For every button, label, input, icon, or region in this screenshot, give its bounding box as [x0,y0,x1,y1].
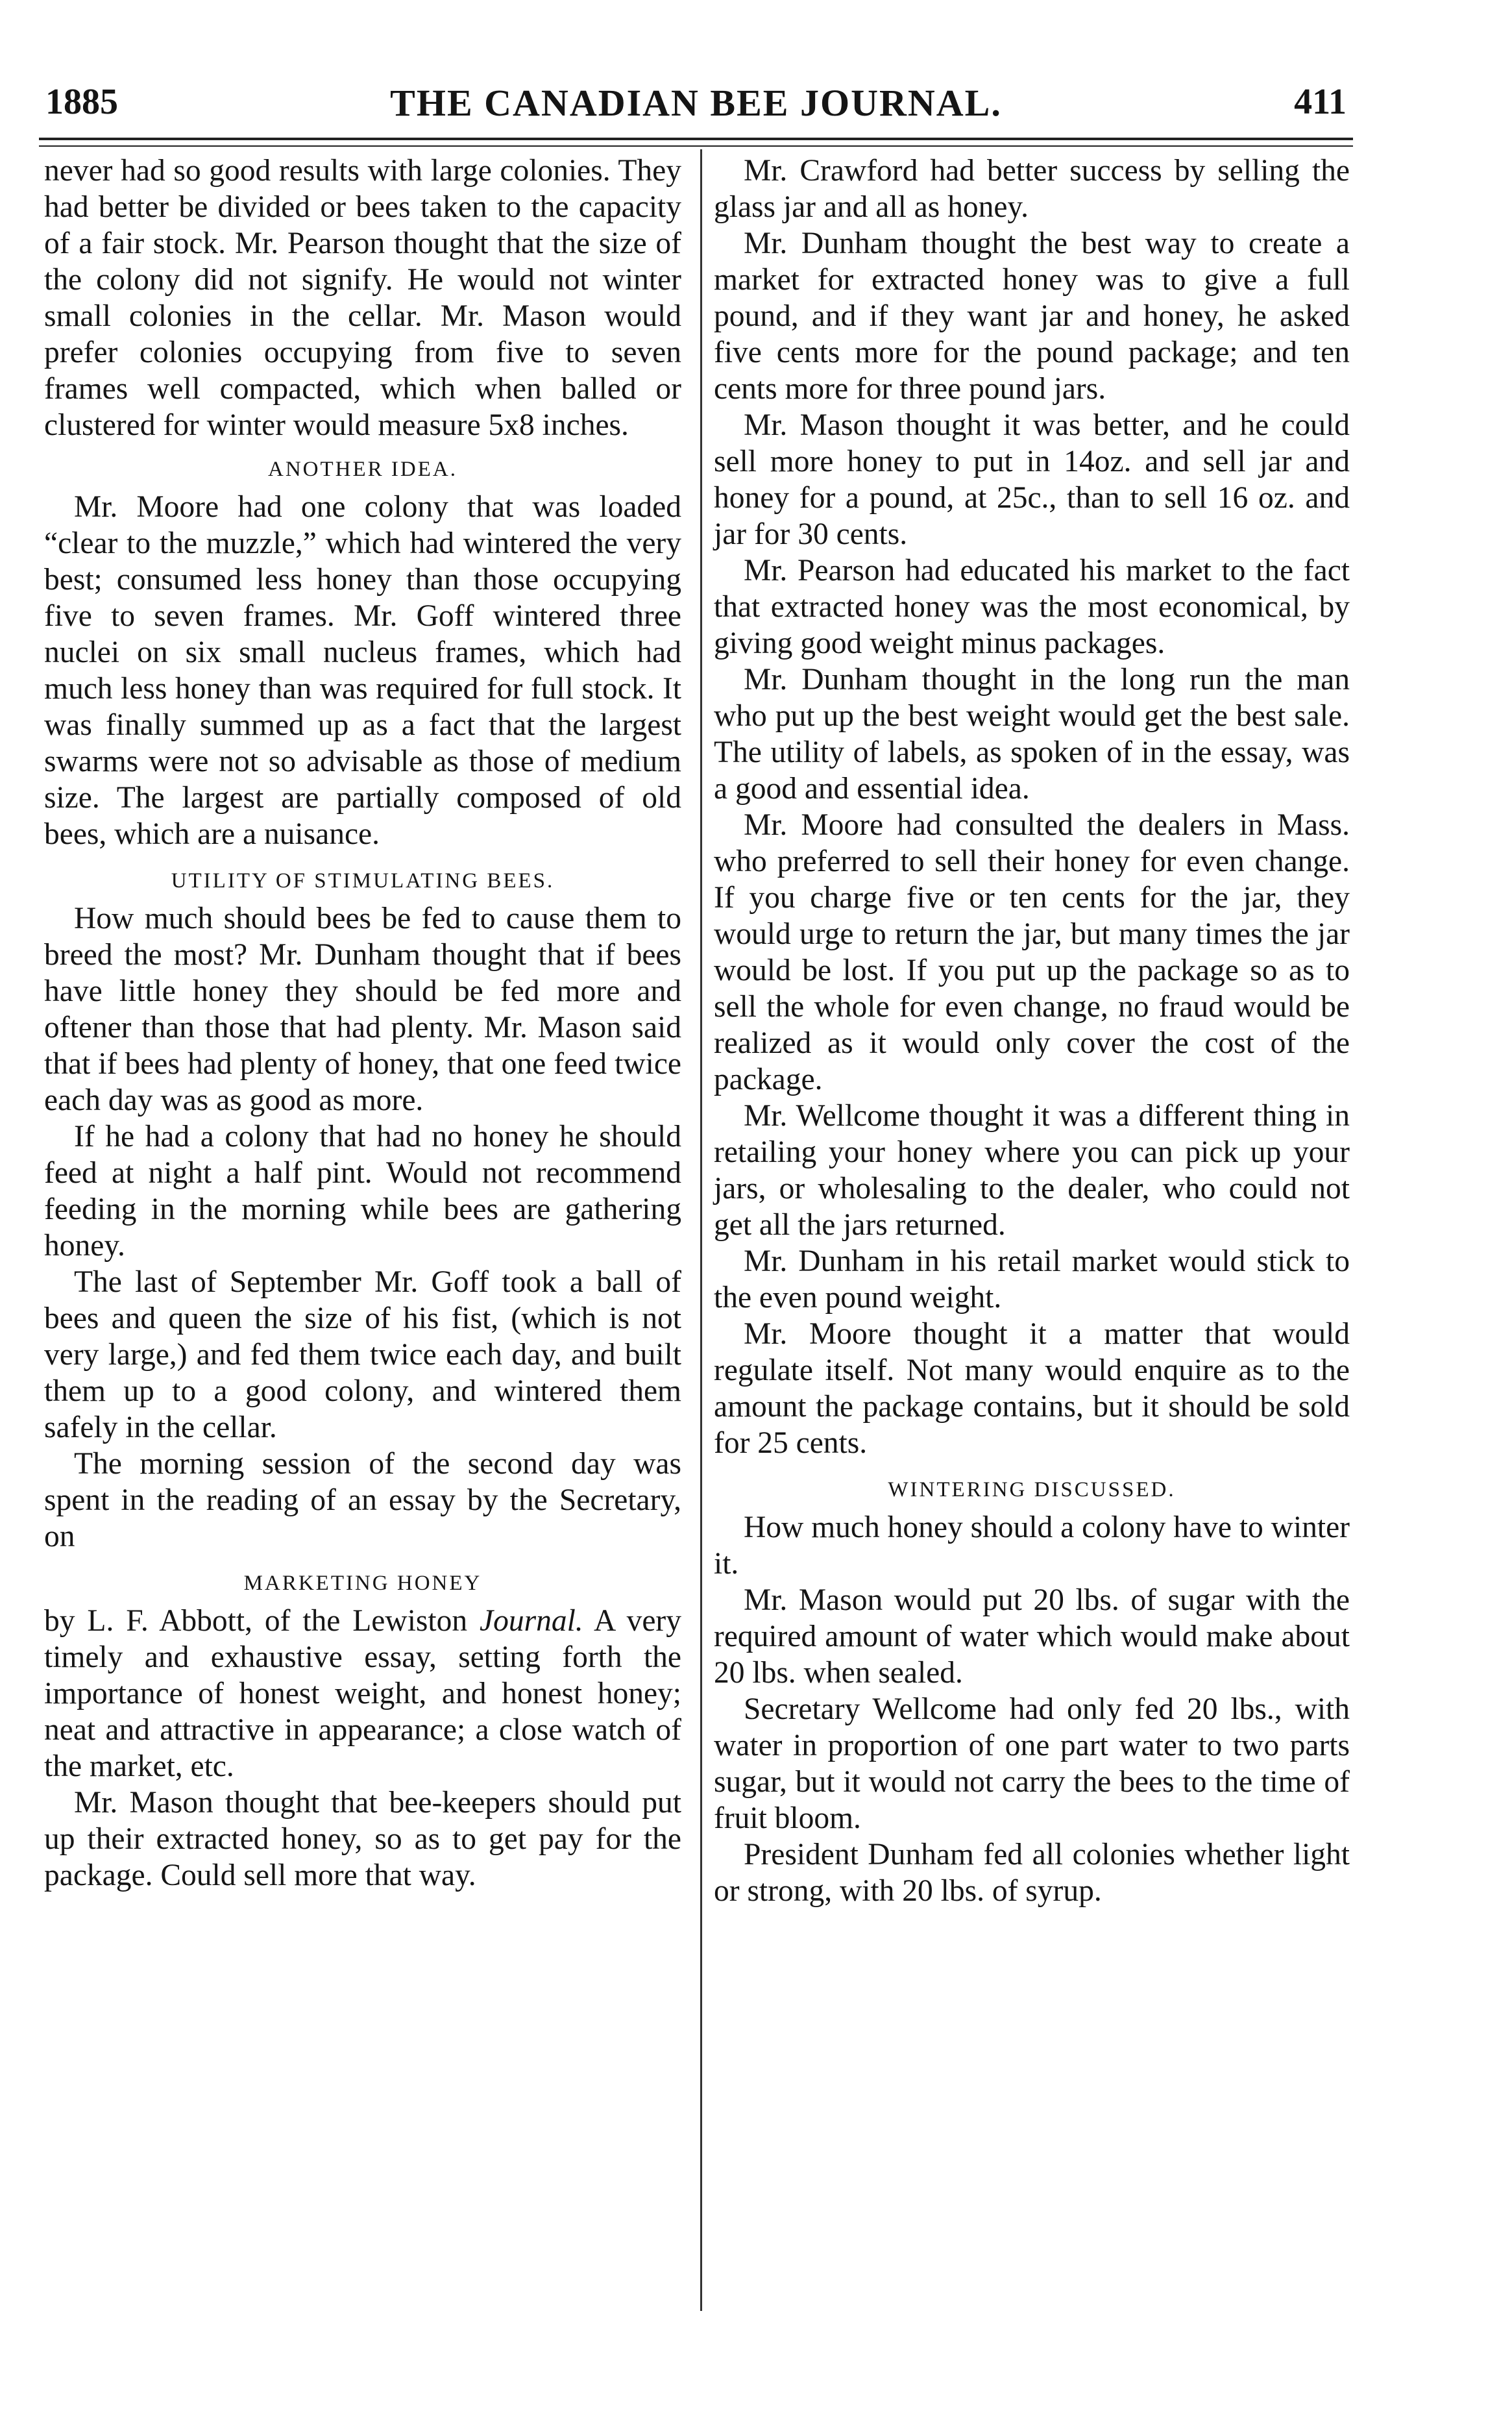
section-heading-wintering-discussed: WINTERING DISCUSSED. [888,1478,1176,1501]
header-rule-bottom [39,145,1353,147]
left-column [44,153,681,1894]
paragraph [44,1603,681,1784]
paragraph: The last of September Mr. Goff took a ball of bees and queen the size of his fist, (which is not very large,) and fed them twice each day, and built them up to a good colony, and wintered them safely in the cellar. [44,1265,681,1444]
section-heading-another-idea: ANOTHER IDEA. [268,458,457,481]
paragraph: Mr. Dunham in his retail market would stick to the even pound weight. [714,1244,1350,1315]
paragraph: Mr. Moore thought it a matter that would regulate itself. Not many would enquire as to the amount the package contains, but it should be sold for 25 cents. [714,1317,1350,1460]
section-heading-marketing-honey: MARKETING HONEY [243,1572,482,1595]
paragraph: Mr. Crawford had better success by selling the glass jar and all as honey. [714,154,1350,224]
text-run: A very timely and exhaustive essay, setting forth the importance of honest weight, and honest honey; neat and attractive in appearance; a close watch of the market, etc. [44,1604,681,1783]
paragraph: The morning session of the second day was spent in the reading of an essay by the Secretary, on [44,1447,681,1553]
paragraph: Mr. Wellcome thought it was a different thing in retailing your honey where you can pick up your jars, or wholesaling to the dealer, who could not get all the jars returned. [714,1099,1350,1242]
paragraph: President Dunham fed all colonies whether light or strong, with 20 lbs. of syrup. [714,1838,1350,1908]
journal-title: THE CANADIAN BEE JOURNAL. [390,82,1002,124]
paragraph: never had so good results with large colonies. They had better be divided or bees taken to the capacity of a fair stock. Mr. Pearson thought that the size of the colony did not signify. He would not winter small colonies in the cellar. Mr. Mason would prefer colonies occupying from five to seven frames well compacted, which when balled or clustered for winter would measure 5x8 inches. [44,154,681,442]
right-column [714,153,1350,1909]
paragraph: Mr. Moore had one colony that was loaded “clear to the muzzle,” which had wintered the very best; consumed less honey than those occupying five to seven frames. Mr. Goff wintered three nuclei on six small nucleus frames, which had much less honey than was required for full stock. It was finally summed up as a fact that the largest swarms were not so advisable as those of medium size. The largest are partially composed of old bees, which are a nuisance. [44,490,681,851]
paragraph: How much honey should a colony have to winter it. [714,1511,1350,1581]
paragraph: Mr. Pearson had educated his market to the fact that extracted honey was the most economical, by giving good weight minus packages. [714,554,1350,660]
paragraph: Mr. Moore had consulted the dealers in Mass. who preferred to sell their honey for even change. If you charge five or ten cents for the jar, they would urge to return the jar, but many times the jar would be lost. If you put up the package so as to sell the whole for even change, no fraud would be realized as it would only cover the cost of the package. [714,808,1350,1096]
page-header [39,81,1353,140]
paragraph: Mr. Dunham thought the best way to create a market for extracted honey was to give a full pound, and if they want jar and honey, he asked five cents more for the pound package; and ten cents more for three pound jars. [714,227,1350,406]
page-number: 411 [1294,82,1347,122]
journal-name: Journal. [480,1604,583,1638]
header-year: 1885 [45,82,118,122]
section-heading-stimulating-bees: UTILITY OF STIMULATING BEES. [171,869,555,893]
paragraph: Mr. Mason would put 20 lbs. of sugar with the required amount of water which would make about 20 lbs. when sealed. [714,1583,1350,1690]
column-divider [700,149,702,2311]
paragraph: Mr. Dunham thought in the long run the man who put up the best weight would get the best sale. The utility of labels, as spoken of in the essay, was a good and essential idea. [714,663,1350,806]
paragraph: Secretary Wellcome had only fed 20 lbs., with water in proportion of one part water to two parts sugar, but it would not carry the bees to the time of fruit bloom. [714,1692,1350,1835]
paragraph: How much should bees be fed to cause them to breed the most? Mr. Dunham thought that if bees have little honey they should be fed more and oftener than those that had plenty. Mr. Mason said that if bees had plenty of honey, that one feed twice each day was as good as more. [44,902,681,1117]
paragraph: Mr. Mason thought that bee-keepers should put up their extracted honey, so as to get pay for the package. Could sell more that way. [44,1786,681,1892]
header-rule-top [39,138,1353,140]
paragraph: If he had a colony that had no honey he should feed at night a half pint. Would not recommend feeding in the morning while bees are gathering honey. [44,1120,681,1263]
paragraph: Mr. Mason thought it was better, and he could sell more honey to put in 14oz. and sell jar and honey for a pound, at 25c., than to sell 16 oz. and jar for 30 cents. [714,408,1350,551]
text-run: by L. F. Abbott, of the Lewiston [44,1604,480,1638]
